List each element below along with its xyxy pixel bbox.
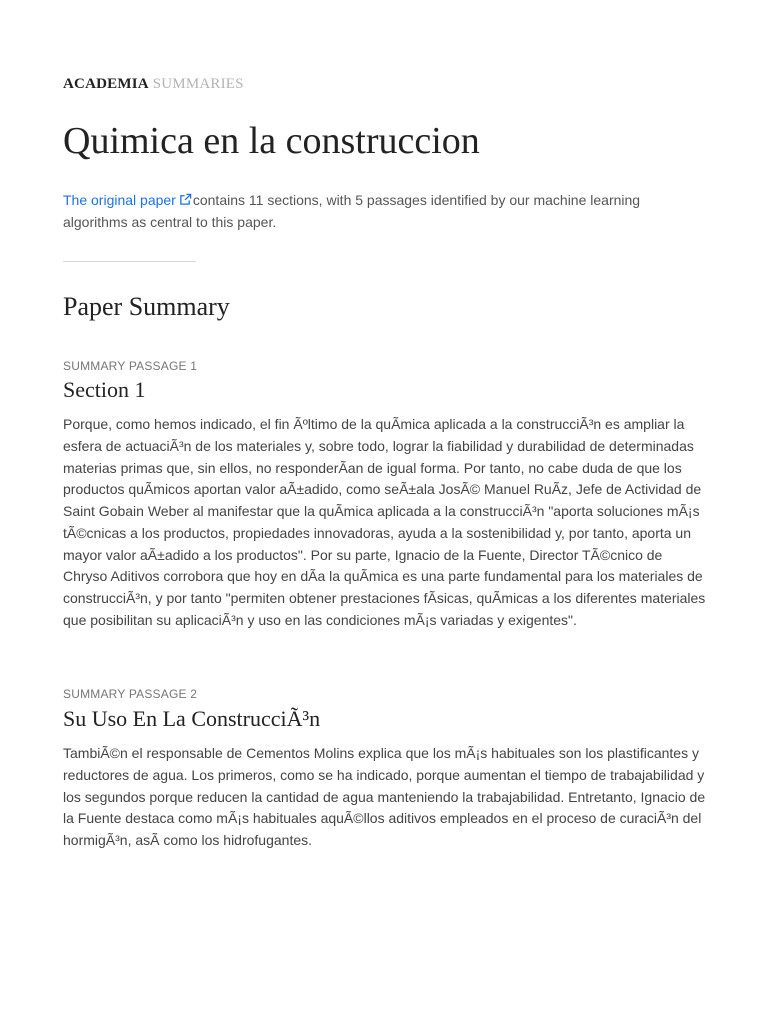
brand-primary: ACADEMIA	[63, 76, 149, 92]
paper-summary-heading: Paper Summary	[63, 292, 230, 321]
original-paper-link[interactable]	[63, 192, 193, 208]
external-link-icon	[179, 193, 192, 206]
passage-1-text: Porque, como hemos indicado, el fin Ãºltimo de la quÃmica aplicada a la construcciÃ³n es ampliar la esfera de actuaciÃ³n de los materiales y, sobre todo, lograr la fiabilidad y durabilidad de determinadas materias primas que, sin ellos, no responderÃan de igual forma. Por tanto, no cabe duda de que los productos quÃmicos aportan valor aÃ±adido, como seÃ±ala JosÃ© Manuel RuÃz, Jefe de Actividad de Saint Gobain Weber al manifestar que la quÃmica aplicada a la construcciÃ³n "aporta soluciones mÃ¡s tÃ©cnicas a los productos, propiedades innovadoras, ayuda a la sostenibilidad y, por tanto, aporta un mayor valor aÃ±adido a los productos". Por su parte, Ignacio de la Fuente, Director TÃ©cnico de Chryso Aditivos corrobora que hoy en dÃa la quÃmica es una parte fundamental para los materiales de construcciÃ³n, y por tanto "permiten obtener prestaciones fÃsicas, quÃmicas a los diferentes materiales que posibilitan su aplicaciÃ³n y uso en las condiciones mÃ¡s variadas y exigentes".	[63, 416, 706, 628]
passage-2-text: TambiÃ©n el responsable de Cementos Molins explica que los mÃ¡s habituales son los plastificantes y reductores de agua. Los primeros, como se ha indicado, porque aumentan el tiempo de trabajabilidad y los segundos porque reducen la cantidad de agua manteniendo la trabajabilidad. Entretanto, Ignacio de la Fuente destaca como mÃ¡s habituales aquÃ©llos aditivos empleados en el proceso de curaciÃ³n del hormigÃ³n, asÃ como los hidrofugantes.	[63, 745, 706, 848]
page-title: Quimica en la construccion	[63, 120, 480, 162]
section-divider	[63, 261, 196, 262]
intro-text	[63, 189, 703, 233]
academia-summaries-logo[interactable]	[63, 76, 244, 93]
brand-secondary: SUMMARIES	[152, 76, 244, 92]
intro-description: contains 11 sections, with 5 passages identified by our machine learning algorithms as central to this paper.	[63, 192, 641, 230]
passage-1-kicker: SUMMARY PASSAGE 1	[63, 359, 198, 373]
passage-1-title: Section 1	[63, 377, 146, 402]
original-paper-link-label: The original paper	[63, 192, 176, 208]
passage-2-kicker: SUMMARY PASSAGE 2	[63, 687, 198, 701]
passage-2-title: Su Uso En La ConstrucciÃ³n	[63, 706, 321, 731]
